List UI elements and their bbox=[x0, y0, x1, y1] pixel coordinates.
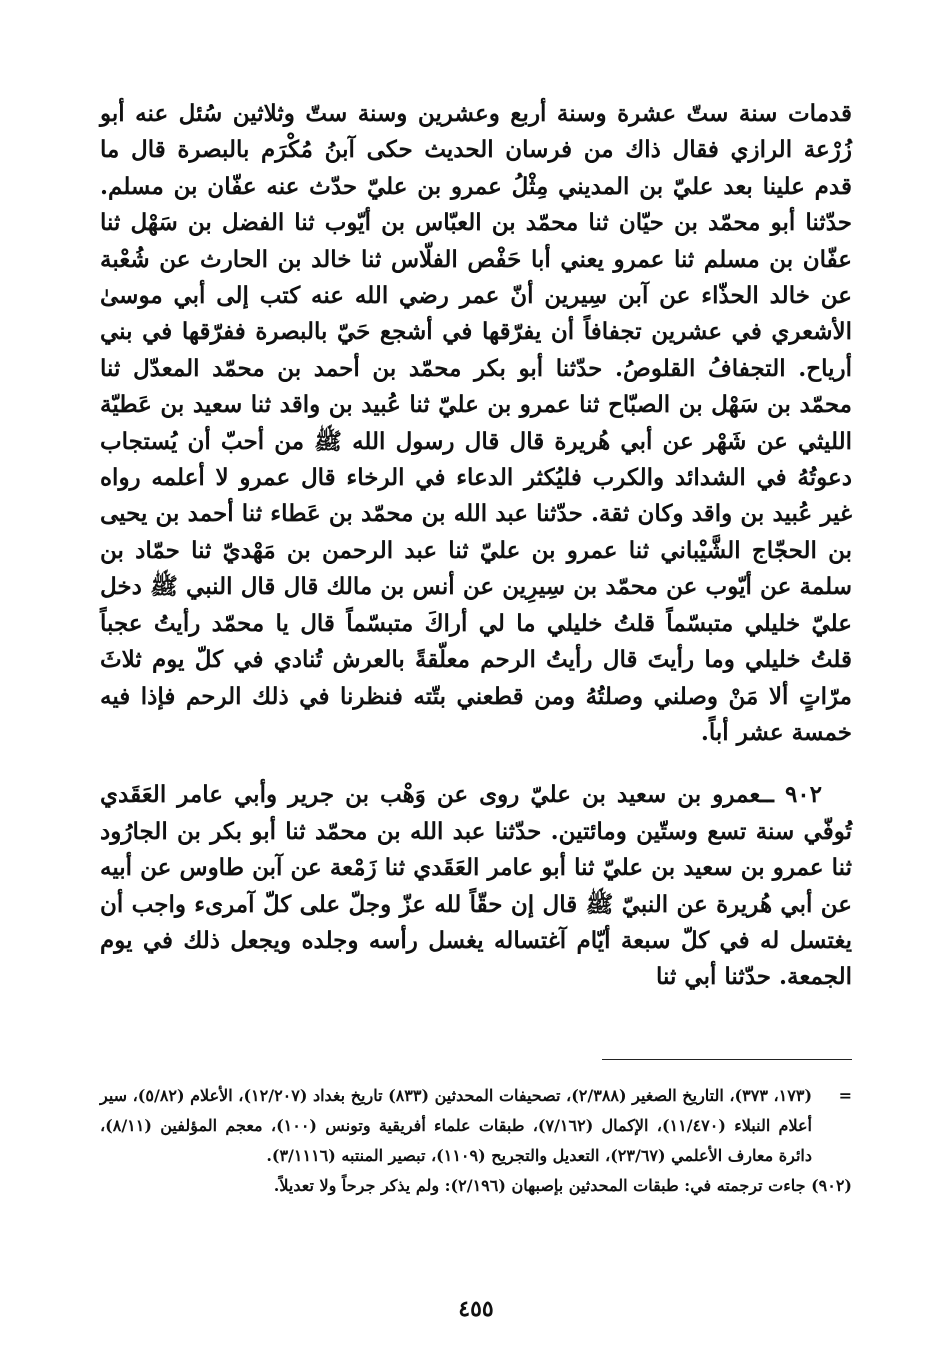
main-text-block bbox=[100, 96, 852, 996]
entry-name: عمرو بن سعيد بن عليّ bbox=[530, 781, 761, 809]
book-page bbox=[100, 96, 852, 1346]
footnote-902: (٩٠٢) جاءت ترجمته في: طبقات المحدثين بإصبهان (٢/١٩٦): ولم يذكر جرحاً ولا تعديلاً. bbox=[273, 1176, 852, 1195]
entry-number: ٩٠٢ ــ bbox=[760, 781, 822, 809]
continuation-mark: = bbox=[838, 1086, 852, 1105]
entry-902-paragraph bbox=[100, 777, 852, 995]
entry-text: روى عن وَهْب بن جرير وأبي عامر العَقَدي تُوفّي سنة تسع وستّين ومائتين. حدّثنا عبد الله بن محمّد ثنا أبو بكر بن الجارُود ثنا عمرو بن سعيد بن عليّ ثنا أبو عامر العَقَدي ثنا زَمْعة عن آبن طاوس عن أبيه عن أبي هُريرة عن النبيّ ﷺ قال إن حقّاً لله عزّ وجلّ على كلّ آمرىء واجب أن يغتسل له في كلّ سبعة أيّام آغتساله يغسل رأسه وجلده ويجعل ذلك في يوم الجمعة. حدّثنا أبي ثنا bbox=[100, 781, 852, 991]
footnotes bbox=[100, 1081, 852, 1201]
continuation-text: (١٧٣، ٣٧٣)، التاريخ الصغير (٢/٣٨٨)، تصحيفات المحدثين (٨٣٣) تاريخ بغداد (١٢/٢٠٧)، الأعلام (٥/٨٢)، سير أعلام النبلاء (١١/٤٧٠)، الإكمال (٧/١٦٢)، طبقات علماء أفريقية وتونس (١٠٠)، معجم المؤلفين (٨/١١)، دائرة معارف الأعلمي (٢٣/٦٧)، التعديل والتجريح (١١٠٩)، تبصير المنتبه (٣/١١١٦). bbox=[100, 1086, 813, 1165]
page-number: ٤٥٥ bbox=[458, 1296, 494, 1322]
footnote-divider bbox=[602, 1059, 852, 1060]
footnote-continuation bbox=[100, 1081, 852, 1171]
paragraph-continued: قدمات سنة ستّ عشرة وسنة أربع وعشرين وسنة ستّ وثلاثين سُئل عنه أبو زُرْعة الرازي فقال ذاك من فرسان الحديث حكى آبنُ مُكْرَم بالبصرة قال ما قدم علينا بعد عليّ بن المديني مِثْلُ عمرو بن عليّ حدّث عنه عفّان بن مسلم. حدّثنا أبو محمّد بن حيّان ثنا محمّد بن العبّاس بن أيّوب ثنا الفضل بن سَهْل ثنا عفّان بن مسلم ثنا عمرو يعني أبا حَفْص الفلّاس ثنا خالد بن الحارث عن شُعْبة عن خالد الحذّاء عن آبن سِيرين أنّ عمر رضي الله عنه كتب إلى أبي موسىٰ الأشعري في عشرين تجفافاً أن يفرّقها في أشجع حَيّ بالبصرة ففرّقها في بني أرياح. التجفافُ القلوصُ. حدّثنا أبو بكر محمّد بن أحمد بن محمّد المعدّل ثنا محمّد بن سَهْل بن الصبّاح ثنا عمرو بن عليّ ثنا عُبيد بن واقد ثنا سعيد بن عَطيّة الليثي عن شَهْر عن أبي هُريرة قال قال رسول الله ﷺ من أحبّ أن يُستجاب دعوتُهُ في الشدائد والكرب فليُكثر الدعاء في الرخاء قال عمرو لا أعلمه رواه غير عُبيد بن واقد وكان ثقة. حدّثنا عبد الله بن محمّد بن عَطاء ثنا أحمد بن يحيى بن الحجّاج الشَّيْباني ثنا عمرو بن عليّ ثنا عبد الرحمن بن مَهْديّ ثنا حمّاد بن سلمة عن أيّوب عن محمّد بن سِيرِين عن أنس بن مالك قال قال النبي ﷺ دخل عليّ خليلي متبسّماً قلتُ خليلي ما لي أراكَ متبسّماً قال يا محمّد رأيتُ عجباً قلتُ خليلي وما رأيتَ قال رأيتُ الرحم معلّقةً بالعرش تُنادي في كلّ يوم ثلاثَ مرّاتٍ ألا مَنْ وصلني وصلتُهُ ومن قطعني بتّته فنظرنا في ذلك الرحم فإذا فيه خمسة عشر أباً. bbox=[100, 100, 852, 746]
